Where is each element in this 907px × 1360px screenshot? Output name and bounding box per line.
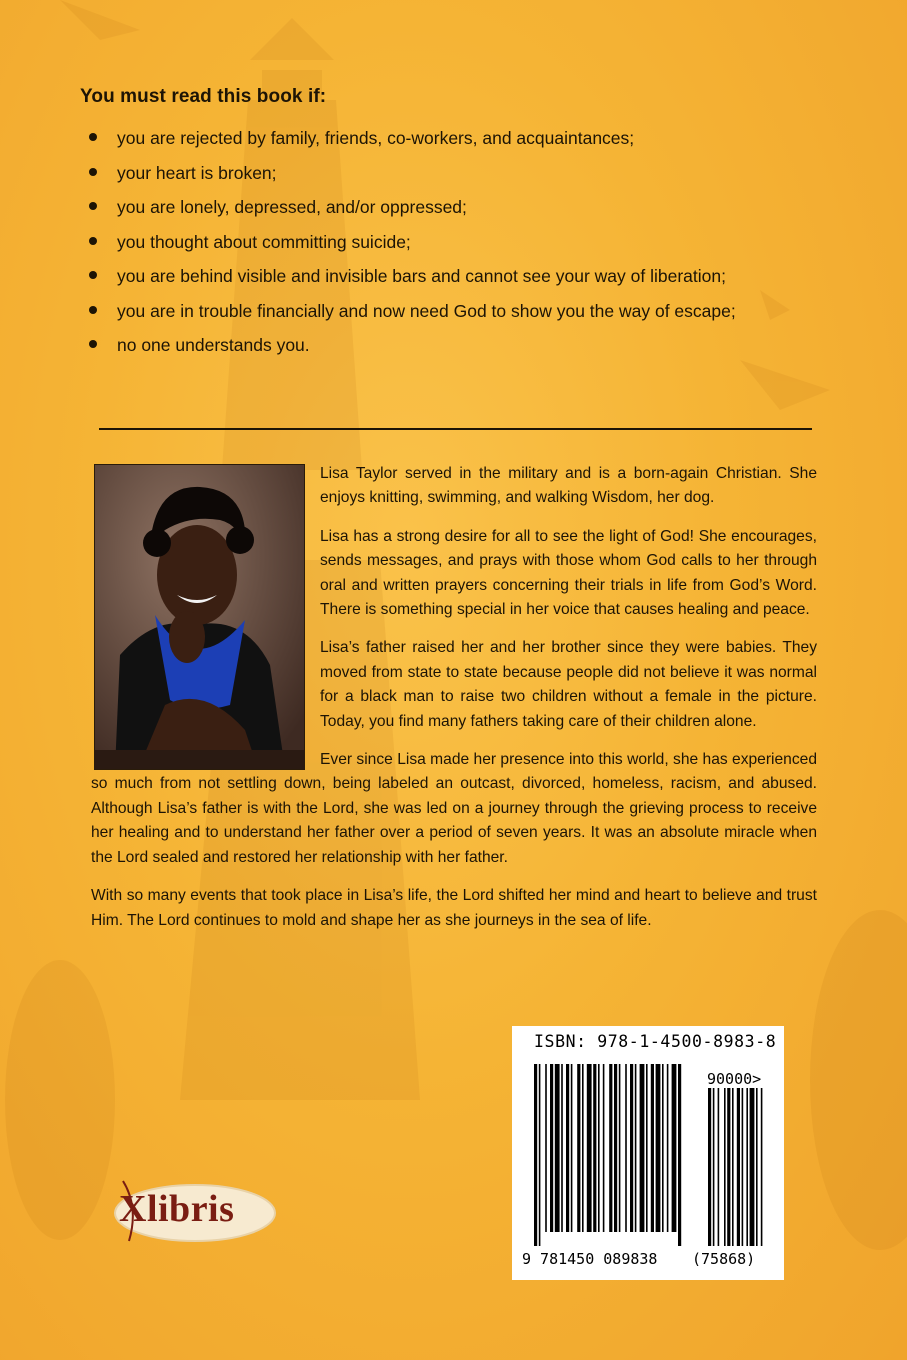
bio-paragraph: Lisa has a strong desire for all to see the light of God! She encourages, sends messages, and prays with those whom God calls to her through oral and written prayers concerning their trials in life from God’s Word. There is something special in her voice that causes healing and peace. — [320, 527, 817, 619]
bullet-dot-icon — [89, 271, 97, 279]
barcode-bar — [640, 1064, 645, 1232]
barcode-bar — [545, 1064, 547, 1232]
barcode-bar — [619, 1064, 621, 1232]
barcode-bar — [667, 1064, 669, 1232]
barcode-bar — [555, 1064, 560, 1232]
barcode-bar — [550, 1064, 553, 1232]
bio-paragraph: Lisa’s father raised her and her brother since they were babies. They moved from state to state because people did not believe it was normal for a black man to raise two children without a female in the picture. Today, you find many fathers taking care of their children alone. — [320, 639, 817, 730]
publisher-logo — [109, 1177, 277, 1245]
barcode-bar — [603, 1064, 605, 1232]
addon-bar — [708, 1088, 711, 1246]
list-item-text: no one understands you. — [117, 335, 310, 355]
addon-bar — [727, 1088, 730, 1246]
addon-bar — [724, 1088, 726, 1246]
barcode-bar — [539, 1064, 541, 1246]
author-bio — [91, 462, 817, 947]
barcode-bar — [614, 1064, 617, 1232]
addon-bar — [732, 1088, 734, 1246]
bio-paragraph: With so many events that took place in Lisa’s life, the Lord shifted her mind and heart to believe and trust Him. The Lord continues to mold and shape her as she journeys in the sea of life. — [91, 887, 817, 929]
addon-bar — [742, 1088, 744, 1246]
bullet-dot-icon — [89, 202, 97, 210]
bullet-dot-icon — [89, 340, 97, 348]
isbn-barcode — [512, 1026, 784, 1280]
barcode-bar — [593, 1064, 596, 1232]
barcode-bar — [609, 1064, 612, 1232]
price-code: 90000> — [707, 1070, 762, 1088]
intro-heading: You must read this book if: — [80, 86, 327, 107]
barcode-bar — [672, 1064, 677, 1232]
barcode-bars — [532, 1064, 772, 1249]
barcode-bar — [635, 1064, 637, 1232]
bio-paragraph: Ever since Lisa made her presence into this world, she has experienced so much from not settling down, being labeled an outcast, divorced, homeless, racism, and abused. Although Lisa’s father is with the Lord, she was led on a journey through the grieving process to receive her healing and to understand her father over a period of seven years. It was an absolute miracle when the Lord sealed and restored her relationship with her father. — [91, 751, 817, 866]
barcode-bar — [646, 1064, 648, 1232]
barcode-bar — [630, 1064, 633, 1232]
addon-bar — [756, 1088, 758, 1246]
addon-bar — [718, 1088, 720, 1246]
barcode-bar — [625, 1064, 627, 1232]
author-photo — [94, 464, 305, 770]
barcode-bar — [656, 1064, 661, 1232]
barcode-bar — [651, 1064, 654, 1232]
reasons-list — [88, 121, 848, 363]
list-item-text: you are behind visible and invisible bars and cannot see your way of liberation; — [117, 266, 726, 286]
barcode-bar — [561, 1064, 563, 1232]
isbn-number: ISBN: 978-1-4500-8983-8 — [534, 1032, 777, 1051]
list-item — [88, 328, 848, 363]
list-item — [88, 121, 848, 156]
addon-bar — [713, 1088, 715, 1246]
list-item-text: you are in trouble financially and now need God to show you the way of escape; — [117, 300, 736, 321]
list-item — [88, 225, 848, 260]
list-item — [88, 294, 848, 329]
barcode-bar — [566, 1064, 569, 1232]
bullet-dot-icon — [89, 237, 97, 245]
list-item-text: your heart is broken; — [117, 162, 277, 183]
list-item-text: you are rejected by family, friends, co-workers, and acquaintances; — [117, 128, 635, 148]
addon-bar — [737, 1088, 740, 1246]
list-item — [88, 156, 848, 191]
section-divider — [99, 428, 812, 430]
publisher-logo-text: Xlibris — [119, 1188, 235, 1230]
list-item-text: you thought about committing suicide; — [117, 231, 411, 252]
barcode-bar — [534, 1064, 537, 1246]
barcode-bar — [678, 1064, 681, 1246]
bullet-dot-icon — [89, 306, 97, 314]
barcode-bar — [571, 1064, 573, 1232]
barcode-bar — [662, 1064, 664, 1232]
list-item — [88, 190, 848, 225]
bullet-dot-icon — [89, 133, 97, 141]
bio-paragraph: Lisa Taylor served in the military and is a born-again Christian. She enjoys knitting, swimming, and walking Wisdom, her dog. — [320, 465, 817, 507]
addon-bar — [761, 1088, 763, 1246]
addon-bar — [750, 1088, 755, 1246]
list-item-text: you are lonely, depressed, and/or oppressed; — [117, 197, 467, 217]
bullet-dot-icon — [89, 168, 97, 176]
price-digits: (75868) — [692, 1250, 756, 1268]
ean-digits: 9 781450 089838 — [522, 1250, 658, 1268]
addon-bar — [746, 1088, 748, 1246]
barcode-bar — [598, 1064, 600, 1232]
barcode-bar — [587, 1064, 592, 1232]
list-item — [88, 259, 848, 294]
barcode-bar — [577, 1064, 580, 1232]
barcode-bar — [582, 1064, 584, 1232]
